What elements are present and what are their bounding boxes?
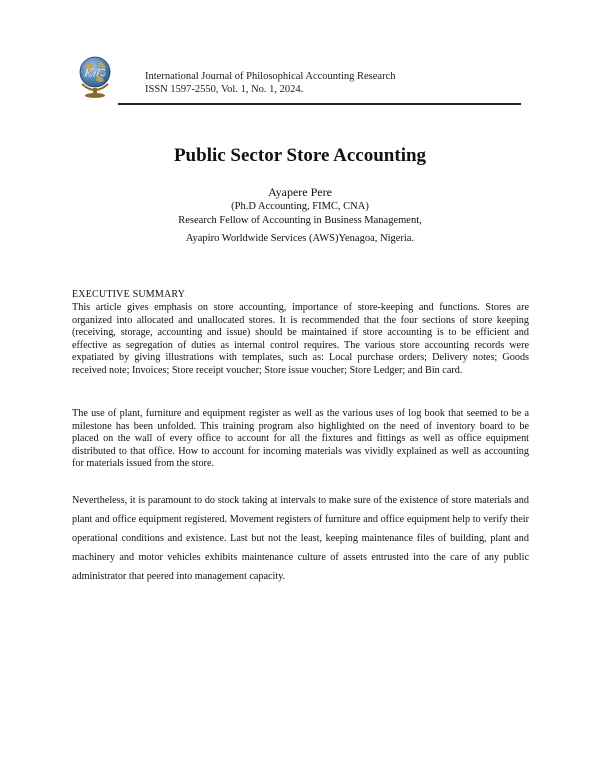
author-affiliation-line1: Research Fellow of Accounting in Business Management, <box>178 215 422 226</box>
issn-volume: ISSN 1597-2550, Vol. 1, No. 1, 2024. <box>145 84 304 95</box>
author-credentials: (Ph.D Accounting, FIMC, CNA) <box>231 201 369 212</box>
globe-icon <box>74 52 116 100</box>
summary-paragraph-2: The use of plant, furniture and equipment register as well as the various uses of log book that seemed to be a milestone has been unfolded. This training program also highlighted on the need of inventory board to be placed on the wall of every office to account for all the fixtures and fittings as well as office equipment distributed to that office. How to account for incoming materials was vividly explained as well as accounting for materials issued from the store. <box>72 408 529 469</box>
article-title: Public Sector Store Accounting <box>173 145 427 166</box>
journal-logo <box>74 52 116 100</box>
summary-paragraph-1: This article gives emphasis on store accounting, importance of store-keeping and functions. Stores are organized into allocated and unallocated stores. It is recommended that the four sections of store keeping (receiving, storage, accounting and issue) should be maintained if store accounting is to be efficient and effective as segregation of duties as internal control requires. The various store accounting records were expatiated by giving illustrations with templates, such as: Local purchase orders; Delivery notes; Goods received note; Invoices; Store receipt voucher; Store issue voucher; Store Ledger; and Bin card. <box>72 302 529 376</box>
journal-name: International Journal of Philosophical Accounting Research <box>145 71 396 82</box>
author-affiliation-line2: Ayapiro Worldwide Services (AWS)Yenagoa, Nigeria. <box>185 233 415 244</box>
summary-paragraph-3: Nevertheless, it is paramount to do stock taking at intervals to make sure of the existence of store materials and plant and office equipment registered. Movement registers of furniture and office equipment help to verify their operational conditions and existence. Last but not the least, keeping maintenance files of building, plant and machinery and motor vehicles exhibits maintenance culture of assets entrusted into the care of any public administrator that peered into management capacity. <box>72 495 529 582</box>
header-divider <box>118 103 521 105</box>
executive-summary-heading: EXECUTIVE SUMMARY <box>72 289 186 300</box>
logo-lettering: AWS <box>84 68 106 79</box>
author-name: Ayapere Pere <box>268 185 332 199</box>
